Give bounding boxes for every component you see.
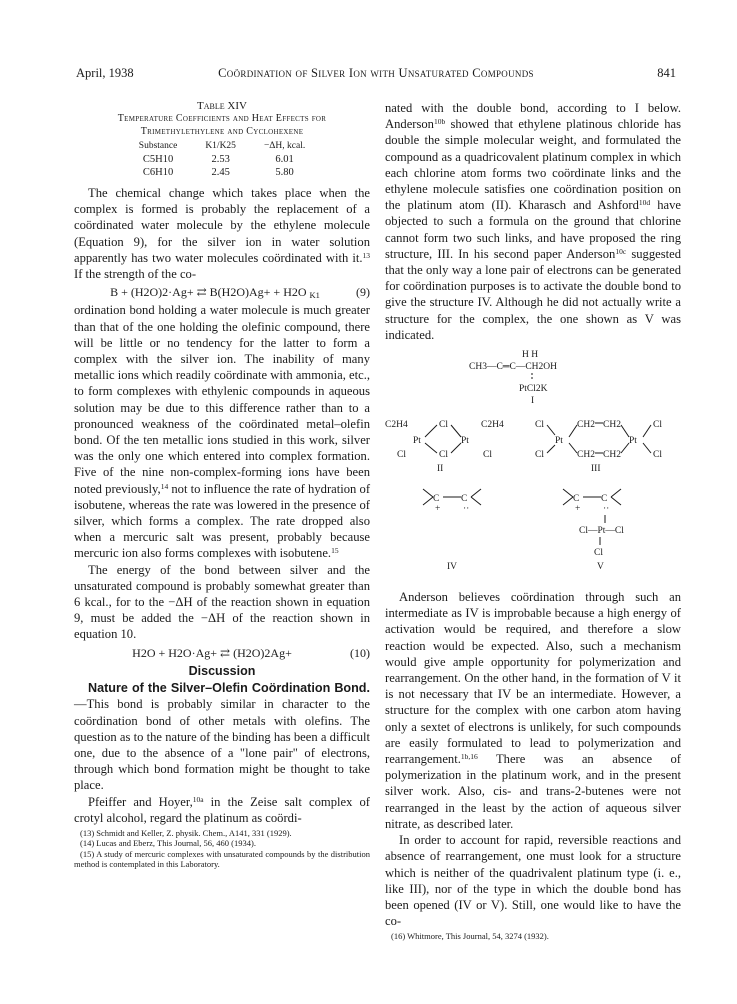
structure-V-ptline: Cl—Pt—Cl — [579, 526, 624, 537]
paragraph: Pfeiffer and Hoyer,$^{10a}$ in the Zeise salt complex of crotyl alcohol, regard the platinum as coördi- — [74, 794, 370, 825]
running-header — [76, 66, 676, 82]
svg-text:··: ·· — [603, 504, 610, 515]
structures-svg — [385, 345, 681, 585]
footnotes — [385, 931, 681, 942]
structure-III-ch2-bl: CH2 — [577, 450, 595, 461]
structure-II-pt-right: Pt — [461, 436, 469, 447]
paragraph: The energy of the bond between silver and the unsaturated compound is probably somewhat greater than 6 kcal., for to the −ΔH of the reaction shown in equation 9, must be added the −ΔH of the reaction shown in equation 10. — [74, 562, 370, 642]
svg-text:··: ·· — [463, 504, 470, 515]
table-title-line1: Temperature Coefficients and Heat Effects for — [117, 113, 327, 124]
structure-II-C2H4-right: C2H4 — [481, 420, 504, 431]
structure-II-cl-bot: Cl — [439, 450, 448, 461]
structure-I-platinum: PtCl2K — [519, 384, 548, 395]
table-header-row — [125, 140, 319, 153]
structure-V-cl: Cl — [594, 548, 603, 559]
paragraph: Nature of the Silver–Olefin Coördination Bond.—This bond is probably similar in character to the coördination bond of other metals with olefins. The question as to the nature of the binding has been a difficult one, due to the absence of a "lone pair" of electrons, through which bond formation might be thought to take place. — [74, 681, 370, 793]
structure-II-cl-top: Cl — [439, 420, 448, 431]
svg-text:+: + — [435, 504, 441, 515]
structure-III-cl-tr: Cl — [653, 420, 662, 431]
svg-text:+: + — [575, 504, 581, 515]
table-cell: 5.80 — [275, 167, 294, 178]
paragraph: nated with the double bond, according to I below. Anderson$^{10b}$ showed that ethylene platinous chloride has double the simple molecular weight, and formulated the compound as a quadricovalent platinum complex in which each chlorine atom forms two coördinate links and the ethylene molecule satisfies one coördination position on the platinum atom (II). Kharasch and Ashford$^{10d}$ have objected to such a formula on the ground that chlorine cannot form two such links, and have proposed the ring structure, III. In his second paper Anderson$^{10c}$ suggested that the only way a lone pair of electrons can be generated for coördination purposes is to activate the double bond to give the structure IV. Although he did not actually write a structure for the complex, the one shown as V was indicated. — [385, 101, 681, 342]
structure-I-label: I — [531, 396, 535, 407]
structure-II-cl-right: Cl — [483, 450, 492, 461]
subsection-heading: Nature of the Silver–Olefin Coördination Bond. — [88, 681, 370, 696]
table-cell: 2.53 — [211, 154, 230, 165]
section-heading: Discussion — [188, 663, 256, 678]
paragraph: The chemical change which takes place when the complex is formed is probably the replacement of a coördinated water molecule by the ethylene molecule (Equation 9), for the silver ion in water solution apparently has two water molecules coördinated with it.$^{13}$ If the strength of the co- — [74, 186, 370, 282]
table-cell: 2.45 — [211, 167, 230, 178]
structure-II-pt-left: Pt — [413, 436, 421, 447]
paragraph: ordination bond holding a water molecule is much greater than that of the one holding the olefinic compound, there will be little or no tendency for the latter to form a complex with the silver ion. The inability of many metallic ions which readily coördinate with ammonia, etc., to form complexes with ethylenic compounds in aqueous solution may be due to this difference rather than to a pronounced weakness of the coördinated metal–olefin bond. Of the ten metallic ions studied in this work, silver was the only one which entered into complex formation. Five of the nine non-complex-forming ions have been noted previously,$^{14}$ not to influence the rate of hydration of isobutene, whereas the rate was lowered in the presence of silver, which forms a complex. The rate dropped also when a mercuric salt was present, probably because mercuric ion also forms complexes with isobutene.$^{15}$ — [74, 303, 371, 561]
table-header-cell: K1/K25 — [205, 141, 236, 151]
footnotes — [74, 828, 370, 870]
structure-III-cl-bl: Cl — [535, 450, 544, 461]
svg-text:C: C — [573, 494, 580, 505]
structure-V-label: V — [597, 562, 604, 573]
table-row — [125, 166, 319, 179]
structure-diagrams — [385, 345, 681, 585]
structure-I-hydrogens: H H — [522, 350, 539, 361]
table-caption: Table XIV — [197, 100, 247, 112]
footnote: (15) A study of mercuric complexes with unsaturated compounds by the distribution method is contemplated in this Laboratory. — [74, 848, 370, 870]
structure-III-cl-tl: Cl — [535, 420, 544, 431]
table-cell: C5H10 — [142, 154, 174, 165]
footnote: (16) Whitmore, This Journal, 54, 3274 (1932). — [391, 931, 549, 942]
table-title-line2: Trimethylethylene and Cyclohexene — [140, 125, 304, 137]
structure-II-label: II — [437, 464, 444, 475]
table-row — [125, 153, 319, 166]
structure-II-C2H4-left: C2H4 — [385, 420, 408, 431]
paragraph: In order to account for rapid, reversible reactions and absence of rearrangement, one must look for a structure which is neither of the quadrivalent platinum type (i. e., like III), nor of the type in which the double bond has been opened (IV or V). Still, one would like to have the co- — [385, 833, 681, 929]
equation-text: H2O + H2O·Ag+ ⇄ (H2O)2Ag+ — [132, 645, 292, 660]
structure-III-label: III — [591, 464, 601, 475]
equation-10 — [74, 645, 370, 661]
issue-date: April, 1938 — [76, 66, 134, 80]
equation-number: (9) — [356, 285, 370, 300]
equation-number: (10) — [350, 645, 370, 660]
svg-text:C: C — [433, 494, 440, 505]
structure-III-cl-br: Cl — [653, 450, 662, 461]
equilibrium-label: K1 — [309, 290, 320, 301]
structure-III-ch2-tl: CH2 — [577, 420, 595, 431]
structure-III-pt-left: Pt — [555, 436, 563, 447]
data-table — [125, 140, 319, 179]
structure-III-ch2-tr: CH2 — [603, 420, 621, 431]
svg-text:C: C — [601, 494, 608, 505]
equation-9 — [74, 284, 370, 300]
running-title: Coördination of Silver Ion with Unsaturated Compounds — [218, 66, 534, 80]
footnote: (13) Schmidt and Keller, Z. physik. Chem., A141, 331 (1929). — [80, 827, 292, 838]
equation-text: B + (H2O)2·Ag+ ⇄ B(H2O)Ag+ + H2O — [110, 285, 307, 300]
table-cell: 6.01 — [275, 154, 294, 165]
structure-III-pt-right: Pt — [629, 436, 637, 447]
structure-IV-label: IV — [447, 562, 458, 573]
footnote: (14) Lucas and Eberz, This Journal, 56, 460 (1934). — [80, 838, 256, 849]
structure-III-ch2-br: CH2 — [603, 450, 621, 461]
table-header-cell: Substance — [138, 141, 178, 151]
page-number: 841 — [657, 66, 676, 80]
structure-I-chain: CH3—C═C—CH2OH — [469, 362, 558, 373]
paragraph: Anderson believes coördination through such an intermediate as IV is improbable because a high energy of activation would be required, and therefore a slow reaction would be expected. Also, such a mechanism would give ample opportunity for polymerization and rearrangement. On the other hand, in the formation of V it is not necessary that IV be an intermediate. However, a structure for the complex with one carbon atom having only a sextet of electrons is unlikely, for such compounds are easily formulated to lead to polymerization and rearrangement.$^{1b,16}$ There was an absence of polymerization in the platinum work, and in the present silver work. Also, cis- and trans-2-butenes were not rearranged in the least by the action of aqueous silver nitrate, as described later. — [385, 590, 681, 831]
table-header-cell: −ΔH, kcal. — [263, 141, 306, 151]
structure-II-cl-left: Cl — [397, 450, 406, 461]
left-column — [74, 100, 370, 870]
svg-text:C: C — [461, 494, 468, 505]
table-cell: C6H10 — [142, 167, 174, 178]
right-column — [385, 100, 681, 942]
